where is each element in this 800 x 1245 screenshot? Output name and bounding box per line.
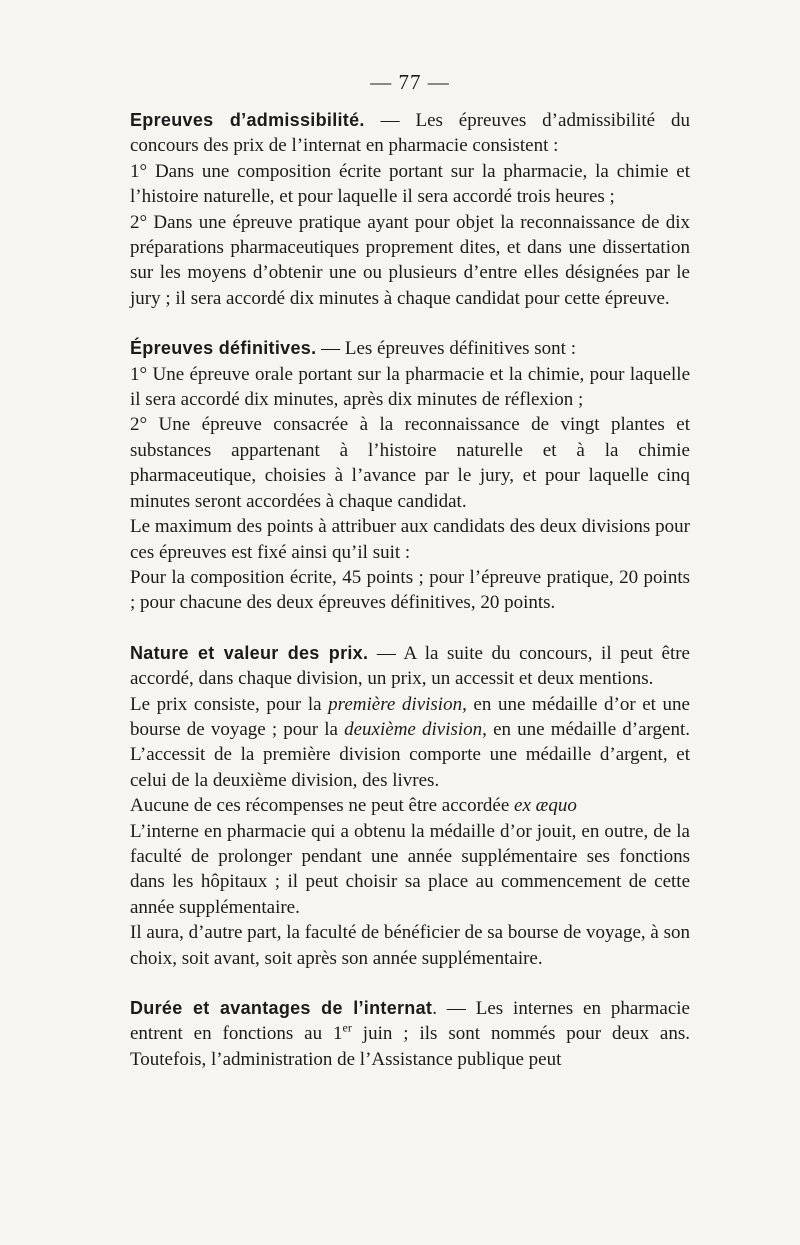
text-prix-b: , en une médaille d’or et une bourse de voyage ; pour la: [130, 693, 690, 740]
text-premiere-division: première division: [328, 693, 463, 715]
paragraph-nature-prix: [130, 692, 690, 794]
paragraph-nature-aura: Il aura, d’autre part, la faculté de bénéficier de sa bourse de voyage, à son choix, soit avant, soit après son année supplémentaire.: [130, 922, 690, 969]
text-duree-sup: er: [342, 1021, 352, 1036]
paragraph-admissibilite-item1: 1° Dans une composition écrite portant sur la pharmacie, la chimie et l’histoire naturelle, et pour laquelle il sera accordé trois heures ;: [130, 160, 690, 208]
paragraph-definitives-maximum: Le maximum des points à attribuer aux candidats des deux divisions pour ces épreuves est fixé ainsi qu’il suit :: [130, 516, 690, 563]
paragraph-duree-intro: [130, 996, 690, 1072]
paragraph-nature-aucune: [130, 793, 690, 818]
book-page: [130, 62, 690, 1072]
text-duree-a: . — Les internes en pharmacie entrent en fonctions au 1: [130, 998, 690, 1045]
text-nature-intro: — A la suite du concours, il peut être accordé, dans chaque division, un prix, un accessit et deux mentions.: [130, 642, 690, 690]
text-duree-b: juin ; ils sont nommés pour deux ans. Toutefois, l’administration de l’Assistance publique peut: [130, 1023, 690, 1070]
paragraph-admissibilite-intro: [130, 108, 690, 159]
text-prix-c: , en une médaille d’argent. L’accessit de la première division comporte une médaille d’argent, et celui de la deuxième division, des livres.: [130, 718, 690, 791]
paragraph-definitives-item1: 1° Une épreuve orale portant sur la pharmacie et la chimie, pour laquelle il sera accordé dix minutes, après dix minutes de réflexion ;: [130, 363, 690, 411]
paragraph-admissibilite-item2: 2° Dans une épreuve pratique ayant pour objet la reconnaissance de dix préparations pharmaceutiques proprement dites, et dans une dissertation sur les moyens d’obtenir une ou plusieurs d’entre elles désignées par le jury ; il sera accordé dix minutes à chaque candidat pour cette épreuve.: [130, 211, 690, 309]
section-definitives: [130, 336, 690, 615]
text-prix-a: Le prix consiste, pour la: [130, 693, 329, 715]
heading-admissibilite: Epreuves d’admissibilité.: [130, 110, 365, 130]
text-ex-aequo: ex æquo: [514, 795, 577, 817]
heading-nature: Nature et valeur des prix.: [130, 642, 369, 663]
paragraph-nature-interne: L’interne en pharmacie qui a obtenu la médaille d’or jouit, en outre, de la faculté de prolonger pendant une année supplémentaire ses fonctions dans les hôpitaux ; il peut choisir sa place au commencement de cette année supplémentaire.: [130, 820, 690, 918]
section-admissibilite: [130, 108, 690, 311]
text-aucune: Aucune de ces récompenses ne peut être accordée: [130, 795, 515, 817]
heading-duree: Durée et avantages de l’internat: [130, 998, 433, 1018]
text-definitives-intro: — Les épreuves définitives sont :: [316, 338, 576, 360]
text-admissibilite-intro: — Les épreuves d’admissibilité du concours des prix de l’internat en pharmacie consistent :: [130, 110, 690, 157]
section-duree: [130, 996, 690, 1072]
page-number: — 77 —: [370, 70, 450, 94]
paragraph-definitives-intro: [130, 336, 690, 361]
paragraph-definitives-points: Pour la composition écrite, 45 points ; pour l’épreuve pratique, 20 points ; pour chacune des deux épreuves définitives, 20 points.: [130, 566, 690, 614]
paragraph-definitives-item2: 2° Une épreuve consacrée à la reconnaissance de vingt plantes et substances appartenant à l’histoire naturelle et à la chimie pharmaceutique, choisies à l’avance par le jury, et pour laquelle cinq minutes seront accordées à chaque candidat.: [130, 414, 690, 512]
section-nature: [130, 641, 690, 971]
paragraph-nature-intro: [130, 641, 690, 692]
heading-definitives: Épreuves définitives.: [130, 338, 317, 359]
text-deuxieme-division: deuxième division: [344, 718, 483, 740]
